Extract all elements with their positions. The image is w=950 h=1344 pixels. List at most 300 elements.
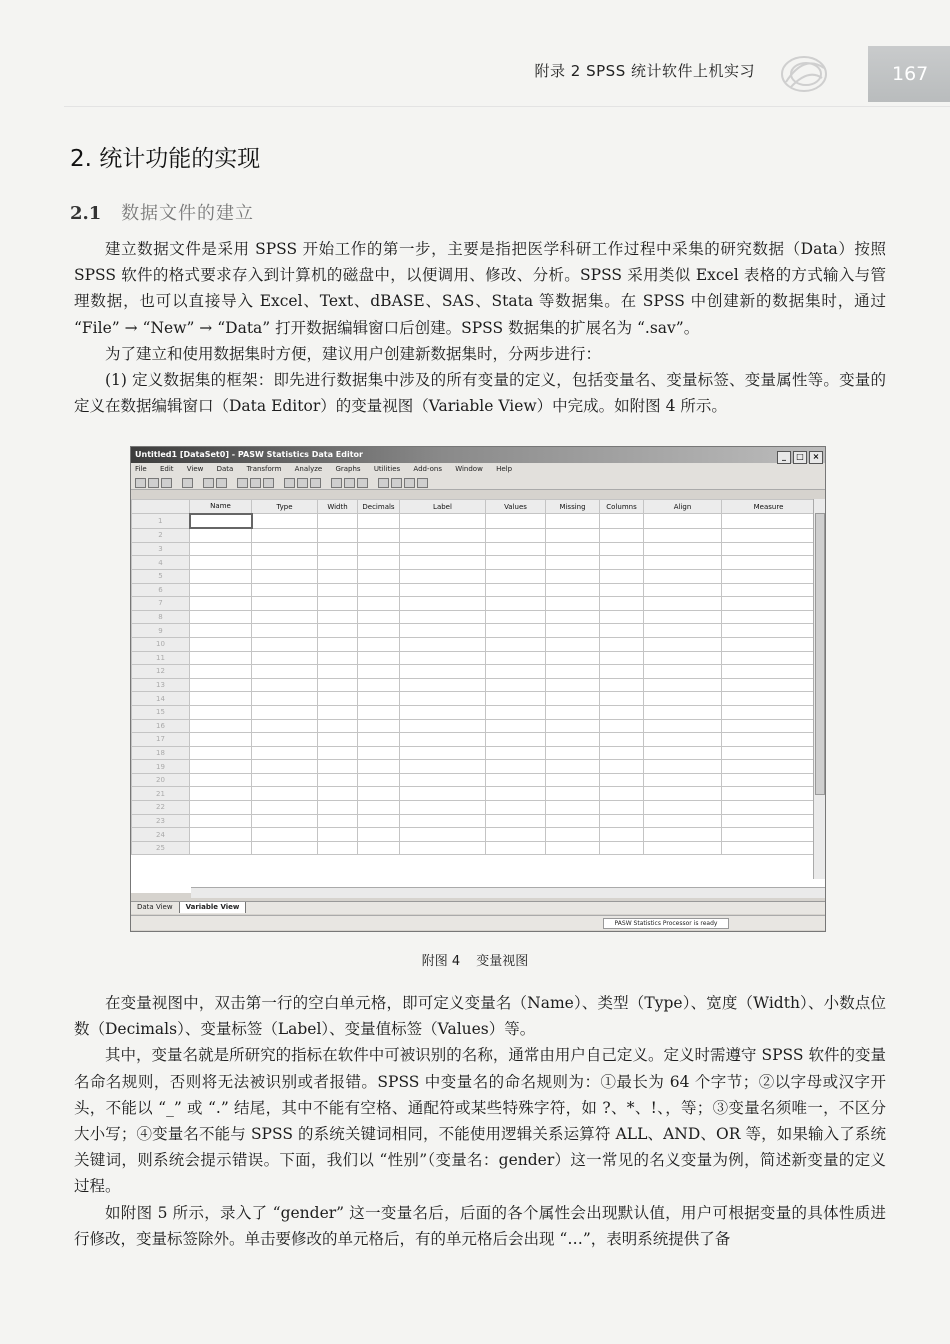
grid-cell[interactable] <box>252 733 318 747</box>
row-number[interactable]: 18 <box>132 746 190 760</box>
grid-cell[interactable] <box>358 556 400 570</box>
grid-cell[interactable] <box>252 542 318 556</box>
grid-cell[interactable] <box>600 556 644 570</box>
grid-cell[interactable] <box>546 542 600 556</box>
grid-cell[interactable] <box>252 801 318 815</box>
grid-cell[interactable] <box>644 637 722 651</box>
grid-cell[interactable] <box>722 651 816 665</box>
grid-cell[interactable] <box>486 841 546 855</box>
grid-cell[interactable] <box>318 556 358 570</box>
grid-cell[interactable] <box>722 556 816 570</box>
grid-cell[interactable] <box>252 814 318 828</box>
grid-cell[interactable] <box>644 569 722 583</box>
grid-cell[interactable] <box>358 814 400 828</box>
grid-cell[interactable] <box>486 773 546 787</box>
grid-cell[interactable] <box>546 733 600 747</box>
grid-cell[interactable] <box>400 719 486 733</box>
grid-cell[interactable] <box>600 597 644 611</box>
grid-cell[interactable] <box>190 705 252 719</box>
grid-cell[interactable] <box>546 814 600 828</box>
dialog-recall-icon[interactable] <box>182 478 193 488</box>
grid-cell[interactable] <box>358 733 400 747</box>
menu-graphs[interactable]: Graphs <box>335 465 361 473</box>
grid-cell[interactable] <box>644 719 722 733</box>
grid-cell[interactable] <box>358 841 400 855</box>
grid-cell[interactable] <box>400 692 486 706</box>
grid-cell[interactable] <box>644 610 722 624</box>
grid-cell[interactable] <box>600 787 644 801</box>
grid-cell[interactable] <box>600 719 644 733</box>
row-number[interactable]: 24 <box>132 828 190 842</box>
grid-cell[interactable] <box>644 733 722 747</box>
vertical-scrollbar[interactable] <box>813 499 825 879</box>
grid-cell[interactable] <box>722 637 816 651</box>
row-number[interactable]: 9 <box>132 624 190 638</box>
grid-cell[interactable] <box>546 514 600 529</box>
grid-cell[interactable] <box>252 705 318 719</box>
grid-cell[interactable] <box>600 801 644 815</box>
grid-cell[interactable] <box>600 583 644 597</box>
row-number[interactable]: 16 <box>132 719 190 733</box>
grid-cell[interactable] <box>546 665 600 679</box>
grid-cell[interactable] <box>252 624 318 638</box>
undo-icon[interactable] <box>203 478 214 488</box>
menu-file[interactable]: File <box>135 465 147 473</box>
grid-cell[interactable] <box>358 651 400 665</box>
grid-cell[interactable] <box>252 528 318 542</box>
grid-cell[interactable] <box>600 841 644 855</box>
grid-cell[interactable] <box>358 678 400 692</box>
grid-cell[interactable] <box>400 556 486 570</box>
grid-cell[interactable] <box>486 746 546 760</box>
use-sets-icon[interactable] <box>391 478 402 488</box>
grid-cell[interactable] <box>358 597 400 611</box>
grid-cell[interactable] <box>358 610 400 624</box>
grid-cell[interactable] <box>644 760 722 774</box>
grid-cell[interactable] <box>722 569 816 583</box>
grid-cell[interactable] <box>190 841 252 855</box>
grid-cell[interactable] <box>318 787 358 801</box>
grid-cell[interactable] <box>400 569 486 583</box>
grid-cell[interactable] <box>358 787 400 801</box>
grid-cell[interactable] <box>486 624 546 638</box>
grid-cell[interactable] <box>722 814 816 828</box>
grid-cell[interactable] <box>400 610 486 624</box>
menu-addons[interactable]: Add-ons <box>413 465 442 473</box>
grid-cell[interactable] <box>486 733 546 747</box>
grid-cell[interactable] <box>190 760 252 774</box>
col-align[interactable]: Align <box>644 500 722 514</box>
grid-cell[interactable] <box>722 733 816 747</box>
scroll-thumb[interactable] <box>815 513 825 795</box>
grid-cell[interactable] <box>644 597 722 611</box>
grid-cell[interactable] <box>486 814 546 828</box>
grid-cell[interactable] <box>318 528 358 542</box>
goto-case-icon[interactable] <box>237 478 248 488</box>
row-number[interactable]: 7 <box>132 597 190 611</box>
grid-cell[interactable] <box>546 569 600 583</box>
grid-cell[interactable] <box>252 651 318 665</box>
row-number[interactable]: 13 <box>132 678 190 692</box>
grid-cell[interactable] <box>400 814 486 828</box>
find-icon[interactable] <box>284 478 295 488</box>
grid-cell[interactable] <box>546 705 600 719</box>
row-number[interactable]: 11 <box>132 651 190 665</box>
grid-cell[interactable] <box>546 801 600 815</box>
grid-cell[interactable] <box>546 773 600 787</box>
grid-cell[interactable] <box>252 787 318 801</box>
grid-cell[interactable] <box>486 692 546 706</box>
grid-cell[interactable] <box>190 637 252 651</box>
grid-cell[interactable] <box>600 610 644 624</box>
menu-help[interactable]: Help <box>496 465 513 473</box>
grid-cell[interactable] <box>252 773 318 787</box>
grid-cell[interactable] <box>190 542 252 556</box>
grid-cell[interactable] <box>546 610 600 624</box>
grid-cell[interactable] <box>486 514 546 529</box>
insert-variable-icon[interactable] <box>310 478 321 488</box>
grid-cell[interactable] <box>486 542 546 556</box>
grid-cell[interactable] <box>190 719 252 733</box>
grid-cell[interactable] <box>318 624 358 638</box>
grid-cell[interactable] <box>600 692 644 706</box>
grid-cell[interactable] <box>400 760 486 774</box>
row-number[interactable]: 2 <box>132 528 190 542</box>
grid-cell[interactable] <box>644 828 722 842</box>
grid-cell[interactable] <box>318 814 358 828</box>
grid-cell[interactable] <box>644 746 722 760</box>
grid-cell[interactable] <box>318 828 358 842</box>
grid-cell[interactable] <box>486 828 546 842</box>
grid-cell[interactable] <box>252 569 318 583</box>
grid-cell[interactable] <box>400 841 486 855</box>
col-width[interactable]: Width <box>318 500 358 514</box>
grid-cell[interactable] <box>318 542 358 556</box>
grid-cell[interactable] <box>318 801 358 815</box>
grid-cell[interactable] <box>400 773 486 787</box>
grid-cell[interactable] <box>318 678 358 692</box>
grid-cell[interactable] <box>722 787 816 801</box>
grid-cell[interactable] <box>400 733 486 747</box>
col-type[interactable]: Type <box>252 500 318 514</box>
menu-utilities[interactable]: Utilities <box>373 465 401 473</box>
tab-variable-view[interactable]: Variable View <box>180 902 247 913</box>
grid-cell[interactable] <box>546 528 600 542</box>
grid-cell[interactable] <box>318 583 358 597</box>
grid-cell[interactable] <box>400 542 486 556</box>
grid-cell[interactable] <box>486 528 546 542</box>
grid-cell[interactable] <box>546 719 600 733</box>
grid-cell[interactable] <box>546 760 600 774</box>
minimize-icon[interactable]: _ <box>777 451 791 464</box>
grid-cell[interactable] <box>400 528 486 542</box>
grid-cell[interactable] <box>644 528 722 542</box>
grid-cell[interactable] <box>546 651 600 665</box>
grid-cell[interactable] <box>318 841 358 855</box>
col-values[interactable]: Values <box>486 500 546 514</box>
maximize-icon[interactable]: □ <box>793 451 807 464</box>
grid-cell[interactable] <box>644 814 722 828</box>
grid-cell[interactable] <box>644 705 722 719</box>
grid-cell[interactable] <box>600 760 644 774</box>
row-number[interactable]: 25 <box>132 841 190 855</box>
grid-cell[interactable] <box>722 542 816 556</box>
grid-cell[interactable] <box>252 828 318 842</box>
col-columns[interactable]: Columns <box>600 500 644 514</box>
row-number[interactable]: 22 <box>132 801 190 815</box>
grid-cell[interactable] <box>358 569 400 583</box>
grid-cell[interactable] <box>358 760 400 774</box>
row-number[interactable]: 10 <box>132 637 190 651</box>
grid-cell[interactable] <box>722 528 816 542</box>
grid-cell[interactable] <box>486 583 546 597</box>
grid-cell[interactable] <box>190 787 252 801</box>
grid-cell[interactable] <box>358 528 400 542</box>
grid-cell[interactable] <box>600 678 644 692</box>
col-label[interactable]: Label <box>400 500 486 514</box>
grid-cell[interactable] <box>644 624 722 638</box>
grid-cell[interactable] <box>722 746 816 760</box>
row-number[interactable]: 15 <box>132 705 190 719</box>
grid-cell[interactable] <box>486 678 546 692</box>
grid-cell[interactable] <box>600 733 644 747</box>
row-number[interactable]: 21 <box>132 787 190 801</box>
print-icon[interactable] <box>161 478 172 488</box>
menu-analyze[interactable]: Analyze <box>294 465 323 473</box>
grid-cell[interactable] <box>600 624 644 638</box>
grid-cell[interactable] <box>400 624 486 638</box>
grid-cell[interactable] <box>644 773 722 787</box>
grid-cell[interactable] <box>252 760 318 774</box>
grid-cell[interactable] <box>546 556 600 570</box>
grid-cell[interactable] <box>252 610 318 624</box>
grid-cell[interactable] <box>644 665 722 679</box>
grid-cell[interactable] <box>358 801 400 815</box>
insert-cases-icon[interactable] <box>297 478 308 488</box>
menu-view[interactable]: View <box>186 465 204 473</box>
grid-cell[interactable] <box>190 651 252 665</box>
col-decimals[interactable]: Decimals <box>358 500 400 514</box>
grid-cell[interactable] <box>358 514 400 529</box>
grid-cell[interactable] <box>600 514 644 529</box>
grid-cell[interactable] <box>722 828 816 842</box>
grid-cell[interactable] <box>358 828 400 842</box>
grid-cell[interactable] <box>722 583 816 597</box>
grid-cell[interactable] <box>400 746 486 760</box>
grid-cell[interactable] <box>400 637 486 651</box>
row-number[interactable]: 19 <box>132 760 190 774</box>
grid-cell[interactable] <box>644 556 722 570</box>
grid-cell[interactable] <box>190 583 252 597</box>
grid-cell[interactable] <box>486 787 546 801</box>
grid-cell[interactable] <box>486 569 546 583</box>
grid-cell[interactable] <box>486 705 546 719</box>
grid-cell[interactable] <box>546 841 600 855</box>
grid-cell[interactable] <box>486 597 546 611</box>
menu-data[interactable]: Data <box>216 465 234 473</box>
grid-cell[interactable] <box>190 610 252 624</box>
open-icon[interactable] <box>135 478 146 488</box>
grid-cell[interactable] <box>190 528 252 542</box>
grid-cell[interactable] <box>722 624 816 638</box>
grid-cell[interactable] <box>252 514 318 529</box>
grid-cell[interactable] <box>546 583 600 597</box>
weight-cases-icon[interactable] <box>344 478 355 488</box>
grid-cell[interactable] <box>546 637 600 651</box>
grid-cell[interactable] <box>644 542 722 556</box>
grid-cell[interactable] <box>190 597 252 611</box>
value-labels-icon[interactable] <box>378 478 389 488</box>
grid-cell[interactable] <box>190 828 252 842</box>
select-cases-icon[interactable] <box>357 478 368 488</box>
grid-cell[interactable] <box>252 719 318 733</box>
grid-cell[interactable] <box>358 583 400 597</box>
grid-cell[interactable] <box>546 787 600 801</box>
grid-cell[interactable] <box>358 719 400 733</box>
col-name[interactable]: Name <box>190 500 252 514</box>
row-number[interactable]: 20 <box>132 773 190 787</box>
grid-cell[interactable] <box>722 760 816 774</box>
grid-cell[interactable] <box>190 773 252 787</box>
grid-cell[interactable] <box>252 665 318 679</box>
grid-cell[interactable] <box>190 514 252 529</box>
grid-cell[interactable] <box>486 719 546 733</box>
grid-cell[interactable] <box>190 746 252 760</box>
grid-cell[interactable] <box>486 665 546 679</box>
grid-cell[interactable] <box>600 651 644 665</box>
grid-cell[interactable] <box>486 556 546 570</box>
grid-cell[interactable] <box>600 569 644 583</box>
save-icon[interactable] <box>148 478 159 488</box>
grid-cell[interactable] <box>358 637 400 651</box>
menu-edit[interactable]: Edit <box>159 465 174 473</box>
grid-cell[interactable] <box>600 528 644 542</box>
grid-cell[interactable] <box>252 583 318 597</box>
grid-cell[interactable] <box>318 597 358 611</box>
horizontal-scrollbar[interactable] <box>191 887 825 898</box>
grid-cell[interactable] <box>600 746 644 760</box>
grid-cell[interactable] <box>358 624 400 638</box>
grid-cell[interactable] <box>318 651 358 665</box>
grid-cell[interactable] <box>400 678 486 692</box>
grid-cell[interactable] <box>400 514 486 529</box>
grid-cell[interactable] <box>252 746 318 760</box>
grid-cell[interactable] <box>318 719 358 733</box>
grid-cell[interactable] <box>400 583 486 597</box>
row-number[interactable]: 4 <box>132 556 190 570</box>
grid-cell[interactable] <box>252 597 318 611</box>
close-icon[interactable]: × <box>809 451 823 464</box>
grid-cell[interactable] <box>722 692 816 706</box>
grid-cell[interactable] <box>318 514 358 529</box>
grid-cell[interactable] <box>546 828 600 842</box>
grid-cell[interactable] <box>318 773 358 787</box>
grid-cell[interactable] <box>190 733 252 747</box>
grid-cell[interactable] <box>722 801 816 815</box>
grid-cell[interactable] <box>644 651 722 665</box>
grid-cell[interactable] <box>600 773 644 787</box>
grid-cell[interactable] <box>358 692 400 706</box>
grid-cell[interactable] <box>600 814 644 828</box>
grid-cell[interactable] <box>644 583 722 597</box>
grid-cell[interactable] <box>318 760 358 774</box>
grid-cell[interactable] <box>358 746 400 760</box>
grid-cell[interactable] <box>722 514 816 529</box>
row-number[interactable]: 3 <box>132 542 190 556</box>
grid-cell[interactable] <box>252 678 318 692</box>
grid-cell[interactable] <box>190 665 252 679</box>
row-number[interactable]: 14 <box>132 692 190 706</box>
grid-cell[interactable] <box>600 665 644 679</box>
col-measure[interactable]: Measure <box>722 500 816 514</box>
grid-cell[interactable] <box>358 705 400 719</box>
grid-cell[interactable] <box>190 814 252 828</box>
grid-cell[interactable] <box>644 514 722 529</box>
grid-cell[interactable] <box>400 828 486 842</box>
grid-cell[interactable] <box>644 801 722 815</box>
grid-cell[interactable] <box>318 569 358 583</box>
row-number[interactable]: 17 <box>132 733 190 747</box>
redo-icon[interactable] <box>216 478 227 488</box>
grid-cell[interactable] <box>722 610 816 624</box>
grid-cell[interactable] <box>722 665 816 679</box>
grid-cell[interactable] <box>252 841 318 855</box>
menu-window[interactable]: Window <box>455 465 483 473</box>
variables-icon[interactable] <box>263 478 274 488</box>
spell-check-icon[interactable] <box>417 478 428 488</box>
grid-cell[interactable] <box>486 610 546 624</box>
grid-cell[interactable] <box>318 692 358 706</box>
grid-cell[interactable] <box>358 665 400 679</box>
menu-transform[interactable]: Transform <box>246 465 282 473</box>
grid-cell[interactable] <box>644 787 722 801</box>
grid-cell[interactable] <box>722 705 816 719</box>
grid-cell[interactable] <box>400 651 486 665</box>
grid-cell[interactable] <box>190 569 252 583</box>
row-number[interactable]: 6 <box>132 583 190 597</box>
grid-cell[interactable] <box>486 760 546 774</box>
row-number[interactable]: 12 <box>132 665 190 679</box>
row-number[interactable]: 23 <box>132 814 190 828</box>
grid-cell[interactable] <box>486 651 546 665</box>
grid-cell[interactable] <box>644 692 722 706</box>
grid-cell[interactable] <box>190 678 252 692</box>
grid-cell[interactable] <box>644 841 722 855</box>
grid-cell[interactable] <box>400 665 486 679</box>
grid-cell[interactable] <box>546 678 600 692</box>
grid-cell[interactable] <box>358 542 400 556</box>
grid-cell[interactable] <box>722 841 816 855</box>
grid-cell[interactable] <box>722 773 816 787</box>
row-number[interactable]: 1 <box>132 514 190 529</box>
grid-cell[interactable] <box>318 610 358 624</box>
grid-cell[interactable] <box>252 556 318 570</box>
grid-cell[interactable] <box>600 705 644 719</box>
grid-cell[interactable] <box>318 705 358 719</box>
col-missing[interactable]: Missing <box>546 500 600 514</box>
grid-cell[interactable] <box>252 692 318 706</box>
grid-cell[interactable] <box>400 705 486 719</box>
grid-cell[interactable] <box>600 828 644 842</box>
grid-cell[interactable] <box>486 637 546 651</box>
grid-cell[interactable] <box>722 678 816 692</box>
row-number[interactable]: 8 <box>132 610 190 624</box>
grid-cell[interactable] <box>190 801 252 815</box>
grid-cell[interactable] <box>400 787 486 801</box>
grid-cell[interactable] <box>546 746 600 760</box>
grid-cell[interactable] <box>546 597 600 611</box>
grid-cell[interactable] <box>546 624 600 638</box>
